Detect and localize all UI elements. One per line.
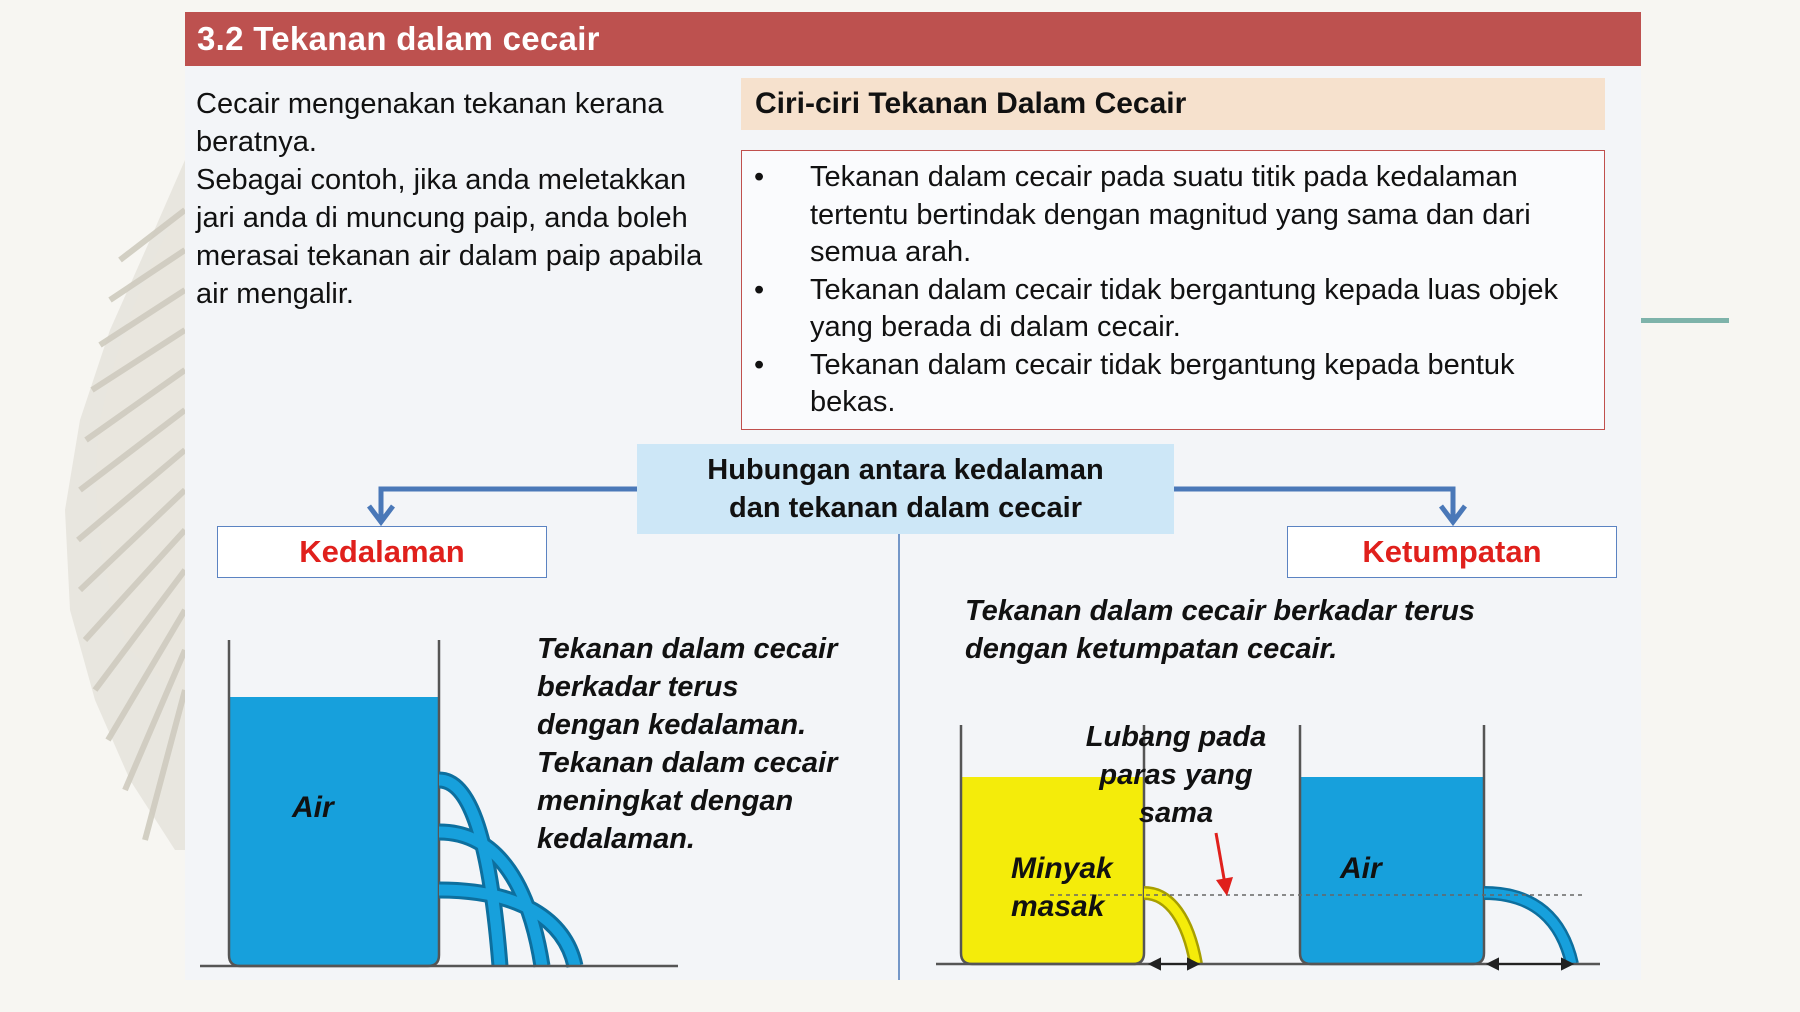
hubungan-line-2: dan tekanan dalam cecair — [729, 492, 1082, 524]
ketumpatan-label: Ketumpatan — [1287, 526, 1617, 578]
water-jet-right-inner — [1484, 893, 1572, 964]
density-desc-line: dengan ketumpatan cecair. — [965, 633, 1338, 665]
intro-line-2: Sebagai contoh, jika anda meletakkan jari anda di muncung paip, anda boleh merasai tekanan air dalam paip apabila air mengalir. — [196, 164, 703, 310]
density-desc-line: Tekanan dalam cecair berkadar terus — [965, 595, 1475, 627]
hole-label-line: sama — [1138, 797, 1214, 829]
depth-desc-line: Tekanan dalam cecair — [537, 633, 838, 665]
water-fill-right — [1300, 777, 1484, 964]
hubungan-box — [637, 444, 1174, 534]
ciri-item: • Tekanan dalam cecair tidak bergantung kepada luas objek yang berada di dalam cecair. — [810, 272, 1584, 347]
water-fill — [229, 697, 439, 966]
depth-desc-line: dengan kedalaman. — [537, 709, 807, 741]
depth-desc-line: kedalaman. — [537, 823, 695, 855]
depth-description — [537, 630, 867, 858]
red-arrowhead — [1216, 877, 1233, 896]
oil-label-line: Minyak — [1011, 852, 1113, 885]
oil-label — [1011, 850, 1113, 926]
hole-label-line: paras yang — [1099, 759, 1253, 791]
kedalaman-label: Kedalaman — [217, 526, 547, 578]
slide-title: 3.2 Tekanan dalam cecair — [185, 12, 1641, 66]
hole-label — [1060, 718, 1292, 832]
ciri-item: • Tekanan dalam cecair pada suatu titik pada kedalaman tertentu bertindak dengan magnitud yang sama dan dari semua arah. — [810, 159, 1584, 272]
hole-label-line: Lubang pada — [1085, 721, 1267, 753]
air-label-left: Air — [292, 791, 334, 824]
intro-line-1: Cecair mengenakan tekanan kerana beratnya. — [196, 88, 664, 158]
right-connector — [1174, 489, 1453, 520]
ciri-item: • Tekanan dalam cecair tidak bergantung kepada bentuk bekas. — [810, 347, 1584, 422]
depth-desc-line: Tekanan dalam cecair — [537, 747, 838, 779]
air-label-right: Air — [1340, 852, 1382, 885]
oil-label-line: masak — [1011, 890, 1105, 923]
ciri-header: Ciri-ciri Tekanan Dalam Cecair — [741, 78, 1605, 130]
hubungan-line-1: Hubungan antara kedalaman — [707, 454, 1104, 486]
depth-desc-line: meningkat dengan — [537, 785, 794, 817]
density-description — [965, 592, 1585, 668]
left-connector — [381, 489, 637, 520]
depth-desc-line: berkadar terus — [537, 671, 739, 703]
